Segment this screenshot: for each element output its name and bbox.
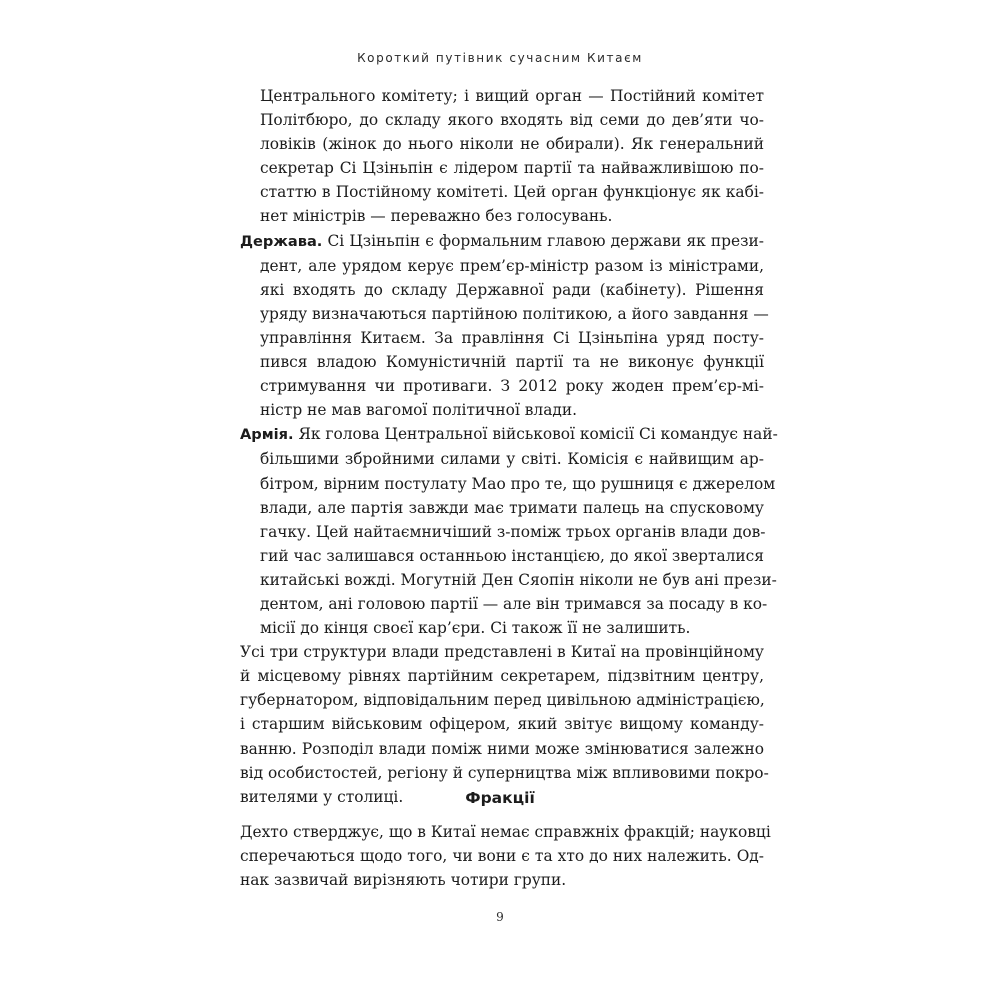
text-line: китайські вожді. Могутній Ден Сяопін ніколи не був ані прези- [260, 570, 777, 589]
army-paragraph-continued [240, 447, 777, 640]
text-line: й місцевому рівнях партійним секретарем, підзвітним центру, [240, 667, 764, 686]
text-line: секретар Сі Цзіньпін є лідером партії та найважливішою по- [260, 159, 764, 178]
continued-paragraph [240, 84, 764, 229]
text-line: ністр не мав вагомої політичної влади. [260, 401, 577, 420]
main-text [240, 84, 778, 809]
text-line [240, 229, 764, 254]
text-line: управління Китаєм. За правління Сі Цзіньпіна уряд посту- [260, 328, 764, 347]
text-line: губернатором, відповідальним перед цивільною адміністрацією, [240, 691, 765, 710]
text-line: місії до кінця своєї кар’єри. Сі також її не залишить. [260, 619, 691, 638]
text-line: від особистостей, регіону й суперництва між впливовими покро- [240, 763, 769, 782]
text-line: ванню. Розподіл влади поміж ними може змінюватися залежно [240, 739, 764, 758]
text-line: дентом, ані головою партії — але він тримався за посаду в ко- [260, 594, 768, 613]
running-head: Короткий путівник сучасним Китаєм [357, 51, 643, 65]
page-number: 9 [496, 910, 504, 924]
text-line: Центрального комітету; і вищий орган — Постійний комітет [260, 87, 764, 105]
text-line: гачку. Цей найтаємничіший з-поміж трьох органів влади дов- [260, 522, 766, 541]
text-line: бітром, вірним постулату Мао про те, що рушниця є джерелом [260, 474, 776, 493]
text-line: нак зазвичай вирізняють чотири групи. [240, 871, 567, 890]
text-line: статтю в Постійному комітеті. Цей орган функціонує як кабі- [260, 183, 764, 202]
state-first-line: Сі Цзіньпін є формальним главою держави як прези- [322, 231, 764, 250]
text-line: більшими збройними силами у світі. Комісія є найвищим ар- [260, 450, 764, 469]
summary-paragraph [240, 640, 769, 809]
text-line: вителями у столиці. [240, 787, 404, 806]
text-line: дент, але урядом керує прем’єр-міністр разом із міністрами, [260, 256, 764, 275]
text-line: влади, але партія завжди має тримати палець на спусковому [260, 498, 764, 517]
text-line: гий час залишався останньою інстанцією, до якої зверталися [260, 546, 764, 565]
army-first-line: Як голова Центральної військової комісії Сі командує най- [293, 425, 778, 444]
state-term: Держава. [240, 232, 323, 250]
section-paragraph [240, 820, 771, 892]
text-line [240, 422, 778, 447]
text-line: Політбюро, до складу якого входять від семи до дев’яти чо- [260, 111, 764, 130]
text-line: уряду визначаються партійною політикою, а його завдання — [260, 304, 769, 323]
text-line: Дехто стверджує, що в Китаї немає справжніх фракцій; науковці [240, 823, 771, 841]
state-paragraph-continued [240, 254, 769, 423]
text-line: які входять до складу Державної ради (кабінету). Рішення [260, 280, 764, 299]
section-heading: Фракції [465, 789, 535, 807]
army-term: Армія. [240, 426, 294, 444]
army-paragraph [240, 422, 778, 447]
text-line: стримування чи противаги. З 2012 року жоден прем’єр-мі- [260, 377, 764, 396]
text-line: і старшим військовим офіцером, який звітує вищому команду- [240, 715, 764, 734]
text-line: ловіків (жінок до нього ніколи не обирали). Як генеральний [260, 135, 764, 154]
text-line: Усі три структури влади представлені в Китаї на провінційному [240, 643, 764, 662]
text-line: пився владою Комуністичній партії та не виконує функції [260, 353, 764, 372]
text-line: нет міністрів — переважно без голосувань. [260, 207, 613, 226]
state-paragraph [240, 229, 764, 254]
text-line: сперечаються щодо того, чи вони є та хто до них належить. Од- [240, 847, 764, 866]
